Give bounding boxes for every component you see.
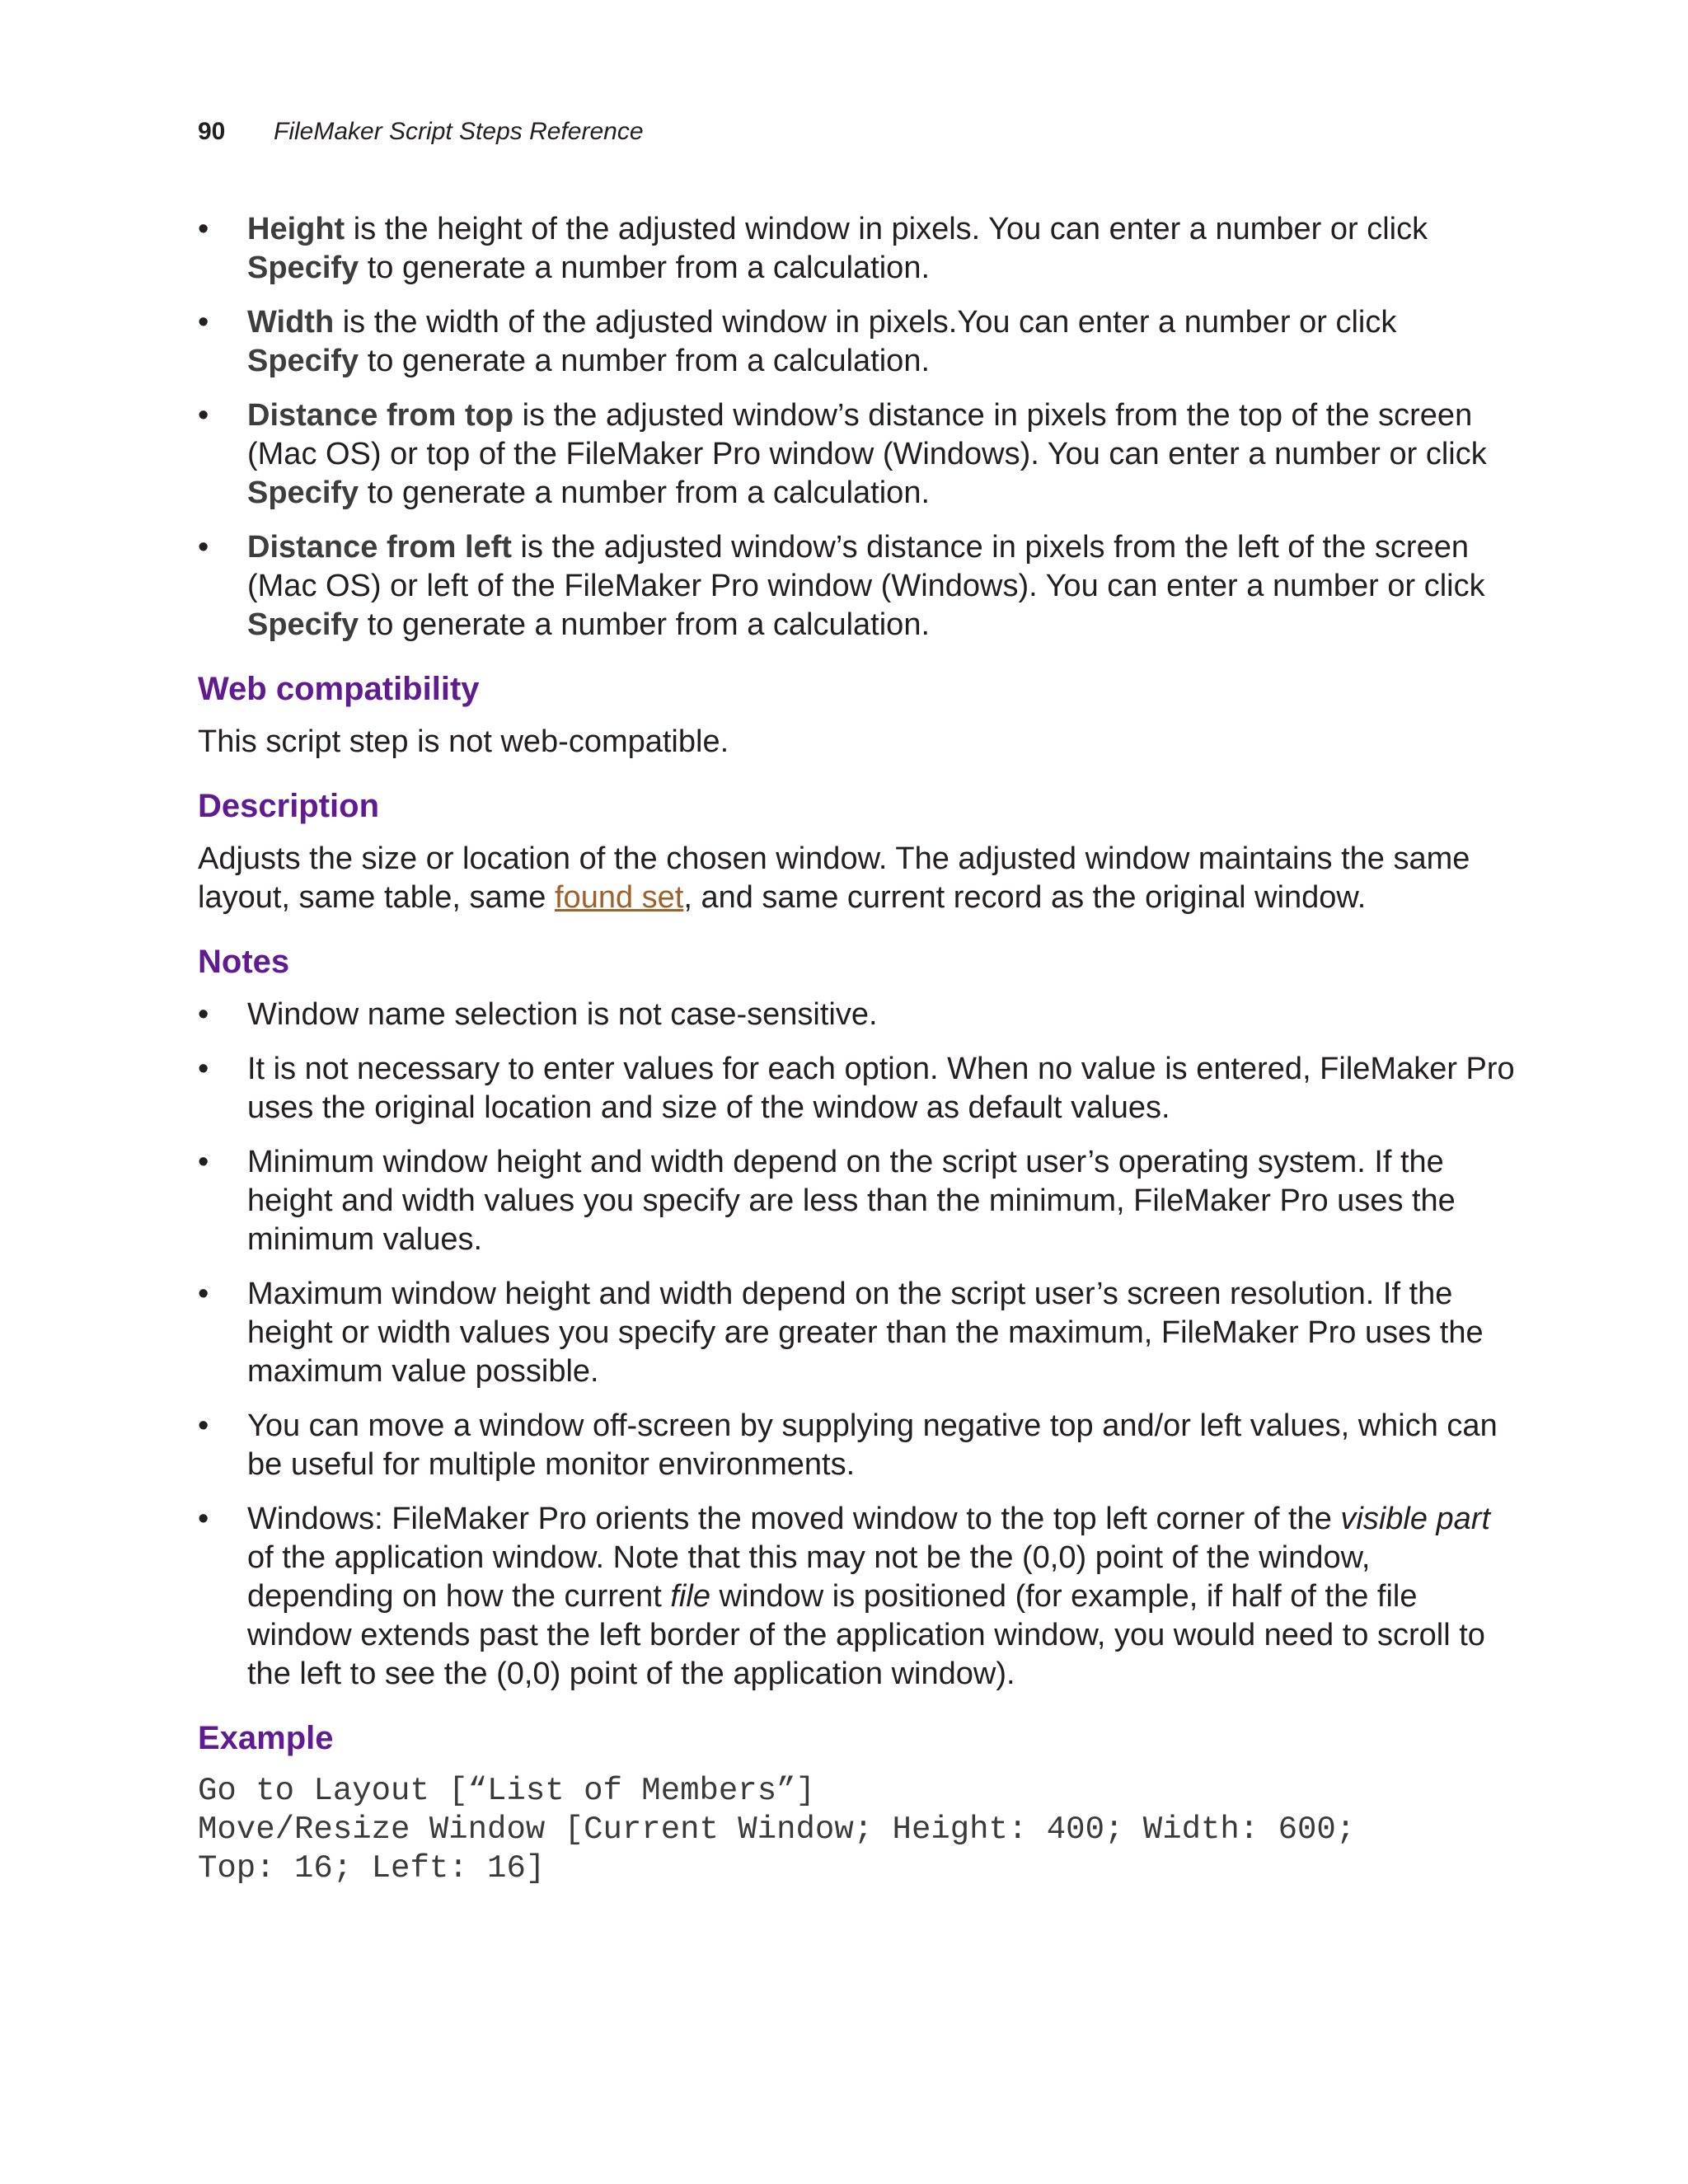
note-text: Window name selection is not case-sensitive.: [247, 997, 878, 1032]
option-text: is the height of the adjusted window in pixels. You can enter a number or click: [345, 212, 1428, 246]
bullet-marker: •: [198, 997, 209, 1032]
option-text: to generate a number from a calculation.: [359, 251, 931, 285]
bullet-marker: •: [198, 305, 209, 340]
web-compatibility-heading: Web compatibility: [198, 671, 480, 707]
code-line: Move/Resize Window [Current Window; Height: 400; Width: 600;: [198, 1811, 1356, 1848]
specify-term: Specify: [247, 344, 359, 378]
code-line: Go to Layout [“List of Members”]: [198, 1773, 815, 1809]
note-emphasis: file: [670, 1579, 710, 1614]
web-compatibility-text: This script step is not web-compatible.: [198, 724, 729, 759]
option-term: Width: [247, 305, 335, 340]
bullet-marker: •: [198, 212, 209, 246]
note-emphasis: visible part: [1340, 1502, 1491, 1536]
note-item: [198, 1275, 1517, 1391]
note-text: Windows: FileMaker Pro orients the moved window to the top left corner of the: [247, 1502, 1341, 1536]
note-item-windows: [198, 1500, 1517, 1694]
description-heading: Description: [198, 788, 380, 824]
example-code: [198, 1772, 1517, 1888]
specify-term: Specify: [247, 476, 359, 510]
note-text: It is not necessary to enter values for each option. When no value is entered, FileMaker Pro uses the original location and size of the window as default values.: [247, 1052, 1515, 1125]
bullet-marker: •: [198, 1502, 209, 1536]
option-text: is the adjusted window’s distance in pixels from the left of the screen (Mac OS) or left of the FileMaker Pro window (Windows). You can enter a number or click: [247, 530, 1485, 603]
note-text: You can move a window off-screen by supplying negative top and/or left values, which can be useful for multiple monitor environments.: [247, 1408, 1498, 1482]
note-item: [198, 1143, 1517, 1259]
description-text-part: , and same current record as the original window.: [683, 880, 1367, 915]
option-text: to generate a number from a calculation.: [359, 344, 931, 378]
option-term: Distance from left: [247, 530, 512, 565]
note-text: window is positioned (for example, if half of the file window extends past the left border of the application window, you would need to scroll to the left to see the (0,0) point of the application window).: [247, 1579, 1485, 1691]
option-text: is the width of the adjusted window in pixels.You can enter a number or click: [334, 305, 1397, 340]
option-width: [198, 303, 1517, 381]
bullet-marker: •: [198, 1145, 209, 1179]
bullet-marker: •: [198, 530, 209, 565]
description-text-part: Adjusts the size or location of the chosen window. The adjusted window maintains the same layout, same table, same: [198, 841, 1470, 915]
option-term: Distance from top: [247, 398, 514, 433]
option-distance-from-top: [198, 396, 1517, 513]
document-title: FileMaker Script Steps Reference: [274, 118, 644, 145]
code-line: Top: 16; Left: 16]: [198, 1850, 546, 1886]
note-item: [198, 1050, 1517, 1127]
bullet-marker: •: [198, 1408, 209, 1443]
note-text: Minimum window height and width depend on the script user’s operating system. If the height and width values you specify are less than the minimum, FileMaker Pro uses the minimum values.: [247, 1145, 1456, 1257]
option-text: to generate a number from a calculation.: [359, 476, 931, 510]
description-text: [198, 840, 1517, 917]
example-heading: Example: [198, 1720, 334, 1756]
note-text: of the application window. Note that this may not be the (0,0) point of the window, depending on how the current: [247, 1540, 1371, 1614]
page-content: [198, 210, 1517, 1888]
option-text: to generate a number from a calculation.: [359, 607, 931, 642]
note-text: Maximum window height and width depend on the script user’s screen resolution. If the height or width values you specify are greater than the maximum, FileMaker Pro uses the maximum value possible.: [247, 1277, 1484, 1389]
notes-heading: Notes: [198, 944, 290, 980]
found-set-link[interactable]: found set: [555, 880, 684, 915]
bullet-marker: •: [198, 1052, 209, 1086]
options-list: [198, 210, 1517, 644]
option-text: is the adjusted window’s distance in pixels from the top of the screen (Mac OS) or top of the FileMaker Pro window (Windows). You can enter a number or click: [247, 398, 1487, 471]
running-header: [198, 117, 644, 147]
bullet-marker: •: [198, 1277, 209, 1311]
option-height: [198, 210, 1517, 288]
bullet-marker: •: [198, 398, 209, 433]
page-number: 90: [198, 118, 226, 145]
note-item: [198, 996, 1517, 1034]
specify-term: Specify: [247, 251, 359, 285]
note-item: [198, 1407, 1517, 1484]
option-term: Height: [247, 212, 345, 246]
option-distance-from-left: [198, 528, 1517, 644]
notes-list: [198, 996, 1517, 1694]
specify-term: Specify: [247, 607, 359, 642]
